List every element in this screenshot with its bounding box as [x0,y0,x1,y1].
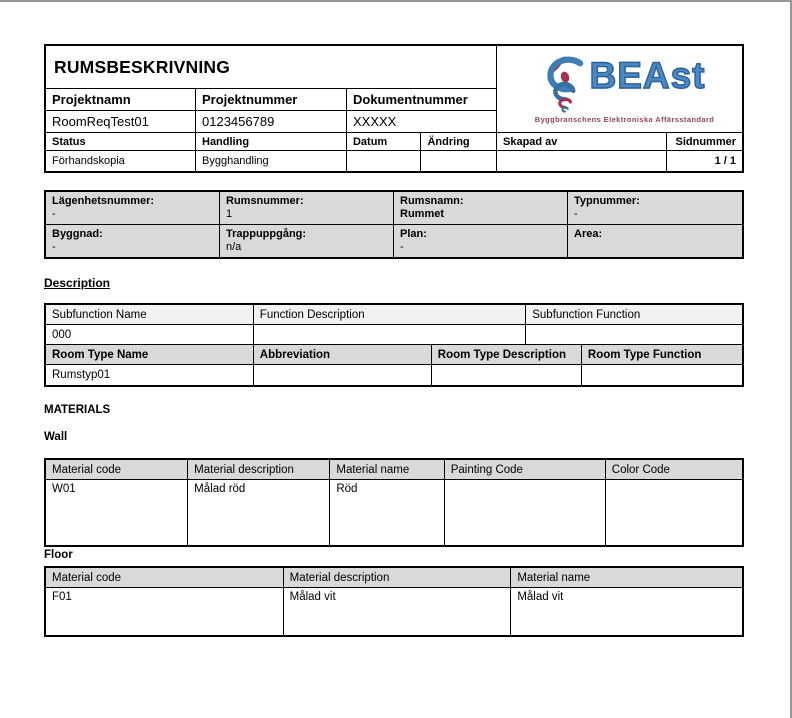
floor-material-code-value: F01 [46,588,284,635]
room-info-row [46,225,742,257]
room-type-description-header: Room Type Description [432,345,582,364]
project-name-label: Projektnamn [46,89,196,110]
sidnummer-value: 1 / 1 [714,155,736,167]
status-header-row [46,133,496,151]
typnummer-value: - [574,208,578,220]
wall-heading: Wall [44,431,68,443]
handling-label: Handling [196,133,347,150]
wall-material-code-header: Material code [46,460,188,479]
trappuppgang-value: n/a [226,241,242,253]
room-info-row [46,192,742,225]
subfunction-value-row [46,325,742,345]
skapad-header-row [497,133,742,151]
rumsnamn-value: Rummet [400,208,445,220]
document-number-label: Dokumentnummer [352,92,468,107]
skapad-value-row [497,151,742,171]
room-type-function-value [582,365,742,385]
floor-material-description-header: Material description [284,568,512,587]
status-value-row [46,151,496,171]
materials-heading: MATERIALS [44,404,111,416]
status-label: Status [46,133,196,150]
abbreviation-value [254,365,432,385]
sidnummer-label: Sidnummer [675,135,736,148]
rumsnamn-cell [394,192,568,224]
status-value: Förhandskopia [46,151,196,171]
wall-material-code-value: W01 [46,480,188,545]
lagenhetsnummer-value: - [52,208,56,220]
plan-cell [394,225,568,257]
roomtype-header-row [46,345,742,365]
typnummer-label: Typnummer: [574,195,640,207]
project-number-label: Projektnummer [196,89,347,110]
byggnad-label: Byggnad: [52,228,103,240]
description-heading: Description [44,276,111,290]
area-cell [568,225,742,257]
header-right-section [497,46,742,171]
abbreviation-header: Abbreviation [254,345,432,364]
page-top-edge [0,0,792,2]
area-label: Area: [574,228,603,240]
subfunction-function-value [526,325,742,344]
lagenhetsnummer-cell [46,192,220,224]
plan-value: - [400,241,404,253]
floor-material-name-value: Målad vit [517,591,564,603]
room-type-description-value [432,365,582,385]
floor-material-name-header: Material name [517,571,591,584]
wall-painting-code-header: Painting Code [445,460,606,479]
trappuppgang-cell [220,225,394,257]
room-info-table [44,190,744,259]
function-description-header: Function Description [254,305,526,324]
datum-label: Datum [347,133,422,150]
room-type-name-value: Rumstyp01 [46,365,254,385]
project-value-row [46,111,496,133]
document-number-value: XXXXX [352,114,397,129]
rumsnummer-cell [220,192,394,224]
subfunction-name-header: Subfunction Name [46,305,254,324]
wall-table [44,458,744,547]
wall-material-description-header: Material description [188,460,330,479]
rumsnummer-value: 1 [226,208,233,220]
room-type-function-header: Room Type Function [587,348,702,361]
rumsnamn-label: Rumsnamn: [400,195,464,207]
wall-painting-code-value [445,480,606,545]
beast-logo [525,55,715,124]
lagenhetsnummer-label: Lägenhetsnummer: [52,195,155,207]
room-type-name-header: Room Type Name [46,345,254,364]
project-number-value: 0123456789 [196,111,347,132]
project-header-row [46,89,496,111]
floor-material-code-header: Material code [46,568,284,587]
header-left-section [46,46,497,171]
subfunction-header-row [46,305,742,325]
wall-color-code-value [606,480,742,545]
title-row [46,46,496,89]
floor-material-description-value: Målad vit [284,588,512,635]
andring-value [421,151,496,171]
byggnad-cell [46,225,220,257]
floor-data-row [46,588,742,635]
subfunction-function-header: Subfunction Function [532,308,641,321]
function-description-value [254,325,526,344]
wall-data-row [46,480,742,545]
wall-color-code-header: Color Code [611,463,670,476]
floor-table [44,566,744,637]
subfunction-name-value: 000 [46,325,254,344]
document-title: RUMSBESKRIVNING [54,56,231,77]
byggnad-value: - [52,241,56,253]
rumsnummer-label: Rumsnummer: [226,195,304,207]
beast-logo-tagline: Byggbranschens Elektroniska Affärsstandard [534,114,715,124]
wall-header-row [46,460,742,480]
floor-header-row [46,568,742,588]
handling-value: Bygghandling [196,151,347,171]
floor-heading: Floor [44,549,73,561]
description-table [44,303,744,387]
andring-label: Ändring [427,135,470,148]
wall-material-name-header: Material name [330,460,444,479]
trappuppgang-label: Trappuppgång: [226,228,307,240]
skapad-av-value [497,151,667,171]
datum-value [347,151,422,171]
beast-swirl-icon [543,55,587,113]
header-table [44,44,744,173]
beast-logo-text: BEAst [589,54,706,96]
skapad-av-label: Skapad av [497,133,667,150]
wall-material-name-value: Röd [330,480,444,545]
typnummer-cell [568,192,742,224]
logo-cell [497,46,742,133]
plan-label: Plan: [400,228,427,240]
wall-material-description-value: Målad röd [188,480,330,545]
roomtype-value-row [46,365,742,385]
project-name-value: RoomReqTest01 [46,111,196,132]
